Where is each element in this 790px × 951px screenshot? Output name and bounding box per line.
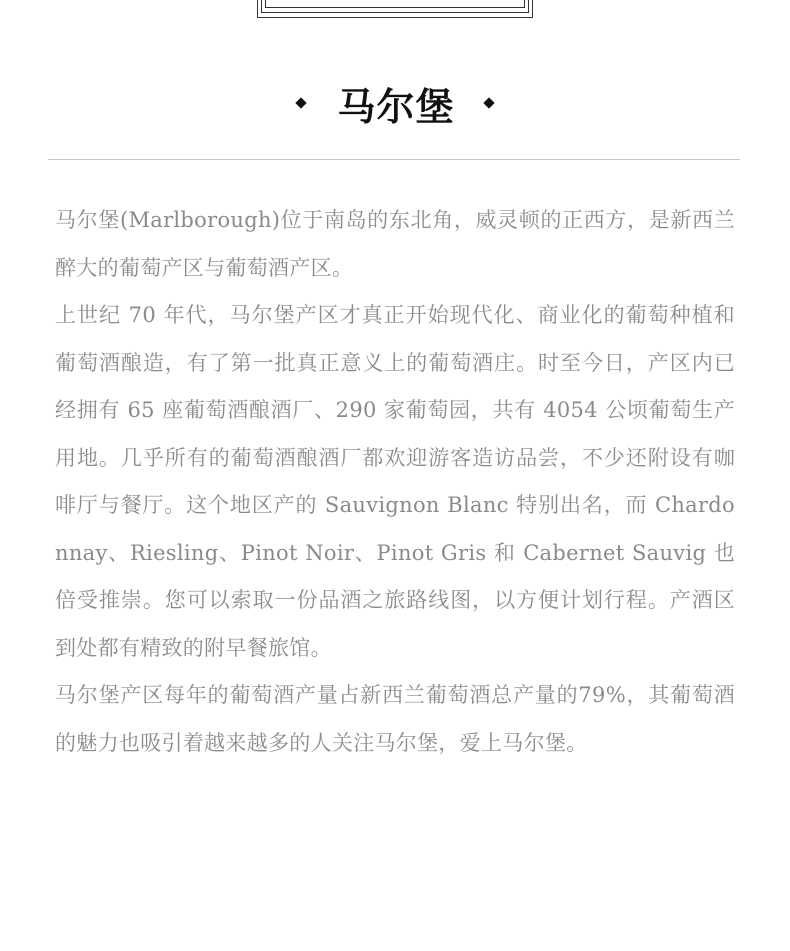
section-heading (0, 78, 790, 128)
paragraph-history: 上世纪 70 年代，马尔堡产区才真正开始现代化、商业化的葡萄种植和葡萄酒酿造，有了第一批真正意义上的葡萄酒庄。时至今日，产区内已经拥有 65 座葡萄酒酿酒厂、290 家葡萄园，共有 4054 公顷葡萄生产用地。几乎所有的葡萄酒酿酒厂都欢迎游客造访品尝，不少还附设有咖啡厅与餐厅。这个地区产的 Sauvignon Blanc 特别出名，而 Chardonnay、Riesling、Pinot Noir、Pinot Gris 和 Cabernet Sauvig 也倍受推崇。您可以索取一份品酒之旅路线图，以方便计划行程。产酒区到处都有精致的附早餐旅馆。 (55, 303, 735, 660)
frame-outline-inner (265, 0, 525, 8)
article-body (55, 197, 735, 767)
paragraph-production: 马尔堡产区每年的葡萄酒产量占新西兰葡萄酒总产量的79%，其葡萄酒的魅力也吸引着越来越多的人关注马尔堡，爱上马尔堡。 (55, 683, 735, 755)
paragraph-intro: 马尔堡(Marlborough)位于南岛的东北角，威灵顿的正西方，是新西兰醉大的葡萄产区与葡萄酒产区。 (55, 208, 735, 280)
decorative-frame-stack (257, 0, 533, 18)
diamond-right-icon (483, 97, 494, 108)
heading-divider (48, 159, 740, 160)
diamond-left-icon (296, 97, 307, 108)
section-title: 马尔堡 (337, 83, 455, 129)
